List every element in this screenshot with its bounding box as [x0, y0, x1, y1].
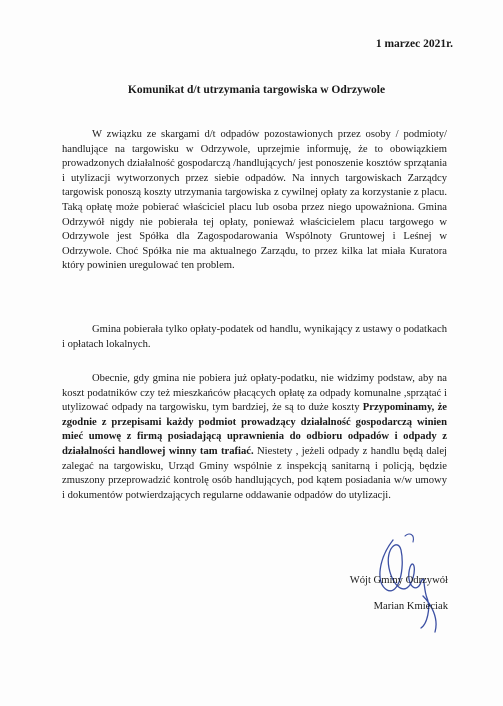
paragraph-1: [62, 128, 447, 274]
paragraph-3-text: [62, 372, 447, 503]
paragraph-3: [62, 372, 447, 503]
paragraph-3-intro: Obecnie, gdy gmina nie pobiera już opłaty-podatku, nie widzimy podstaw, aby na koszt podatników czy też mieszkańców płacących opłatę za odpady komunalne ,sprzątać i utylizować odpady na targowisku, tym bardziej, że są to duże koszty: [62, 373, 447, 414]
paragraph-2: [62, 323, 447, 352]
document-date: 1 marzec 2021r.: [375, 38, 453, 50]
paragraph-2-text: Gmina pobierała tylko opłaty-podatek od handlu, wynikający z ustawy o podatkach i opłatach lokalnych.: [62, 324, 447, 350]
signatory-role: Wójt Gminy Odrzywół: [349, 575, 448, 586]
paragraph-3-warning: Niestety , jeżeli odpady z handlu będą dalej zalegać na targowisku, Urząd Gminy wspólnie z inspekcją sanitarną i policją, będzie zmuszony przeprowadzić kontrolę osób handlujących, pod kątem posiadania w/w umowy i dokumentów potwierdzających regularne oddawanie odpadów do utylizacji.: [62, 445, 447, 501]
signature-block: [350, 568, 448, 620]
paragraph-3-bold-reminder: Przypominamy, że zgodnie z przepisami każdy podmiot prowadzący działalność gospodarczą winien mieć umowę z firmą posiadającą uprawnienia do odbioru odpadów i odpady z działalności handlowej winny tam trafiać.: [62, 402, 447, 457]
paragraph-1-text: W związku ze skargami d/t odpadów pozostawionych przez osoby / podmioty/ handlujące na targowisku w Odrzywole, uprzejmie informuję, że to obowiązkiem prowadzonych działalność gospodarczą /handlujących/ jest ponoszenie kosztów sprzątania i utylizacji wytworzonych przez siebie odpadów. Na innych targowiskach Zarządcy targowisk ponoszą koszty utrzymania targowiska z cywilnej opłaty za korzystanie z placu. Taką opłatę może pobierać właściciel placu lub osoba przez niego upoważniona. Gmina Odrzywół nigdy nie pobierała tej opłaty, ponieważ właścicielem placu targowego w Odrzywole jest Spółka dla Zagospodarowania Wspólnoty Gruntowej i Leśnej w Odrzywole. Choć Spółka nie ma aktualnego Zarządu, to przez kilka lat miała Kuratora który powinien uregulować ten problem.: [62, 129, 447, 272]
document-title: Komunikat d/t utrzymania targowiska w Odrzywole: [127, 84, 386, 96]
signatory-name: Marian Kmieciak: [373, 601, 448, 612]
